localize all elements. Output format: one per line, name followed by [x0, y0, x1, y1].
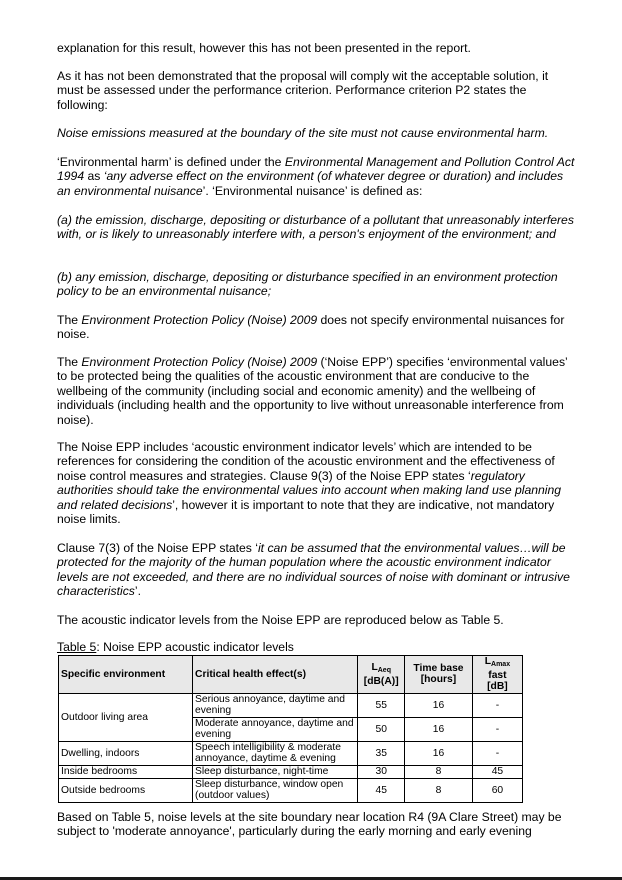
cell-environment: Inside bedrooms — [59, 765, 193, 778]
laeq-subscript: Aeq — [377, 666, 391, 674]
policy-title: Environment Protection Policy (Noise) 2009 — [81, 355, 318, 369]
lamax-symbol: L — [484, 656, 492, 667]
paragraph-table-intro: The acoustic indicator levels from the Noise EPP are reproduced below as Table 5. — [57, 613, 504, 627]
cell-time-base: 16 — [405, 693, 473, 717]
paragraph-clause-7-3 — [57, 541, 577, 599]
clause-quote: regulatory authorities should take the environmental values into account when making land use planning and related decisions — [57, 468, 562, 512]
act-title: Environmental Management and Pollution Control Act 1994 — [57, 155, 575, 184]
paragraph-noise-policy-nuisance — [57, 313, 577, 342]
text-run: ’, however it is important to note that they are indicative, not mandatory noise limits. — [57, 497, 555, 527]
lamax-unit: [dB] — [487, 681, 508, 693]
text-run: The — [57, 313, 82, 327]
text-run: ’. ‘Environmental nuisance’ is defined as: — [202, 183, 423, 198]
text-run: does not specify environmental nuisances for noise. — [57, 313, 565, 342]
cell-lamax: - — [472, 717, 522, 741]
cell-laeq: 45 — [358, 778, 405, 802]
cell-laeq: 35 — [358, 741, 405, 765]
cell-health-effect: Sleep disturbance, window open (outdoor values) — [193, 778, 358, 802]
col-header-time-base — [405, 656, 473, 694]
paragraph-performance-criterion: As it has not been demonstrated that the proposal will comply wit the acceptable solution, it must be assessed under the performance criterion. Performance criterion P2 states the following: — [57, 69, 549, 112]
cell-time-base: 8 — [405, 765, 473, 778]
cell-lamax: - — [472, 693, 522, 717]
cell-health-effect: Serious annoyance, daytime and evening — [193, 693, 358, 717]
paragraph-definition-a: (a) the emission, discharge, depositing or disturbance of a pollutant that unreasonably interferes with, or is likely to unreasonably interfere with, a person's enjoyment of the environment; and — [57, 213, 574, 242]
cell-health-effect: Speech intelligibility & moderate annoyance, daytime & evening — [193, 741, 358, 765]
table-row — [59, 741, 523, 765]
table-caption — [57, 640, 294, 654]
col-header-laeq — [358, 656, 405, 694]
cell-time-base: 8 — [405, 778, 473, 802]
table-label: Table 5 — [57, 640, 97, 654]
cell-time-base: 16 — [405, 741, 473, 765]
cell-laeq: 30 — [358, 765, 405, 778]
text-run: (‘Noise EPP’) specifies ‘environmental values’ to be protected being the qualities of the acoustic environment that are conducive to the wellbeing of the community (including social and economic amenity) and the wellbeing of individuals (including health and the opportunity to live without unreasonable interference from noise). — [57, 355, 568, 427]
cell-lamax: 45 — [472, 765, 522, 778]
table-header-row — [59, 656, 523, 694]
laeq-unit: [dB(A)] — [363, 675, 399, 687]
col-header-health-effect: Critical health effect(s) — [193, 656, 358, 694]
caption-text: : Noise EPP acoustic indicator levels — [96, 640, 294, 654]
cell-lamax: - — [472, 741, 522, 765]
table-row — [59, 778, 523, 802]
cell-time-base: 16 — [405, 717, 473, 741]
col-header-environment: Specific environment — [59, 656, 193, 694]
cell-health-effect: Moderate annoyance, daytime and evening — [193, 717, 358, 741]
policy-title: Environment Protection Policy (Noise) 2009 — [81, 313, 318, 327]
paragraph-conclusion: Based on Table 5, noise levels at the site boundary near location R4 (9A Clare Street) may be subject to 'moderate annoyance', particularly during the early morning and early evening — [57, 810, 562, 839]
clause-quote: it can be assumed that the environmental values…will be protected for the majority of the human population where the acoustic environment indicator levels are not exceeded, and there are no individual sources of noise with dominant or intrusive characteristics — [57, 541, 570, 599]
text-run: The Noise EPP includes ‘acoustic environment indicator levels’ which are intended to be references for considering the condition of the acoustic environment and the effectiveness of noise control measures and strategies. Clause 9(3) of the Noise EPP states ‘ — [57, 440, 555, 483]
cell-environment: Outdoor living area — [59, 693, 193, 741]
cell-environment: Outside bedrooms — [59, 778, 193, 802]
laeq-symbol: L — [371, 661, 378, 673]
table-row — [59, 693, 523, 717]
paragraph-environmental-harm — [57, 155, 577, 198]
cell-laeq: 55 — [358, 693, 405, 717]
text-run: as — [84, 169, 104, 184]
table-row — [59, 765, 523, 778]
indicator-levels-table — [58, 655, 523, 803]
paragraph-definition-b: (b) any emission, discharge, depositing or disturbance specified in an environment protection policy to be an environmental nuisance; — [57, 270, 558, 299]
paragraph-environmental-values — [57, 355, 577, 427]
cell-environment: Dwelling, indoors — [59, 741, 193, 765]
harm-definition: ‘any adverse effect on the environment (of whatever degree or duration) and includes an environmental nuisance — [57, 169, 564, 198]
paragraph-indicator-levels — [57, 440, 577, 526]
paragraph-explanation: explanation for this result, however this has not been presented in the report. — [57, 41, 471, 55]
col-header-lamax — [472, 656, 522, 694]
time-base-label: Time base — [413, 663, 464, 675]
text-run: ‘Environmental harm’ is defined under the — [57, 155, 285, 169]
text-run: Clause 7(3) of the Noise EPP states ‘ — [57, 541, 258, 555]
cell-health-effect: Sleep disturbance, night-time — [193, 765, 358, 778]
paragraph-criterion-p2-quote: Noise emissions measured at the boundary of the site must not cause environmental harm. — [57, 126, 549, 140]
cell-lamax: 60 — [472, 778, 522, 802]
lamax-fast: fast — [488, 670, 507, 682]
text-run: ’. — [134, 584, 141, 599]
time-base-unit: [hours] — [420, 674, 457, 686]
text-run: The — [57, 355, 82, 369]
lamax-subscript: Amax — [491, 661, 511, 668]
cell-laeq: 50 — [358, 717, 405, 741]
